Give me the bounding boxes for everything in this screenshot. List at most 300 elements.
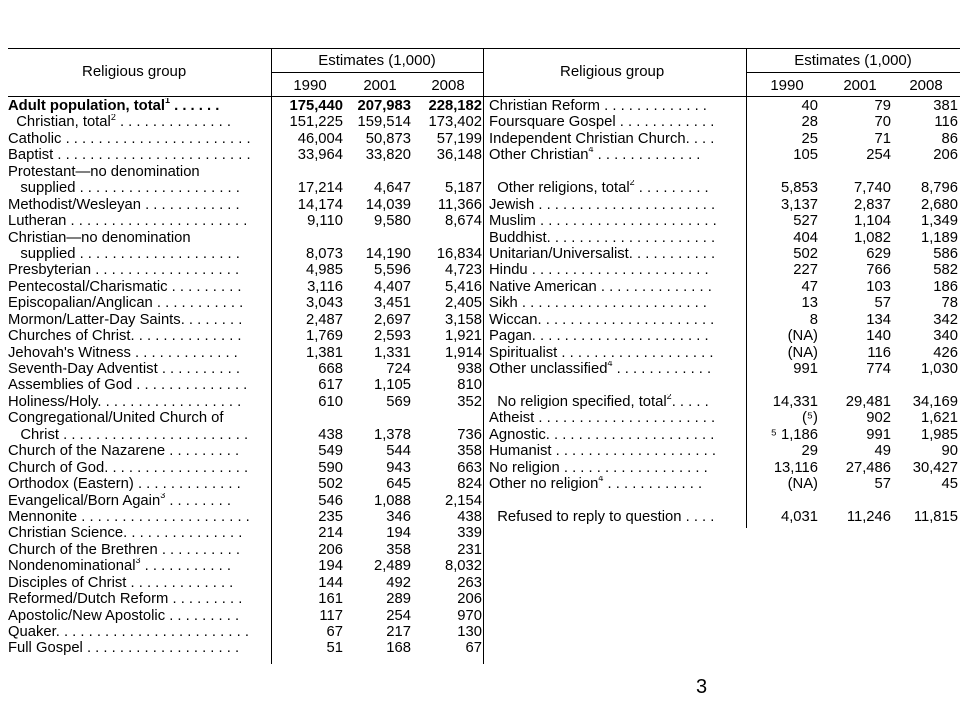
leader-dots: . . . . . . . . . . . [140,558,231,575]
cell-2001: 4,647 [373,180,411,197]
row-label-text: Episcopalian/Anglican [8,295,153,312]
table-row [489,312,960,328]
leader-dots: . . . . . . . . . . . . . . . . . . . [557,344,714,361]
table-row [8,410,483,426]
row-label-text: Muslim [489,213,536,230]
cell-1990: (NA) [787,344,818,361]
row-label-text: No religion [489,459,560,476]
row-label [8,591,242,607]
table-row [489,279,960,295]
row-label-text: Other Christian [489,147,589,164]
cell-2008: 4,723 [444,262,482,279]
leader-dots: . . . . . . . . . . . . . . . . . . [559,459,708,476]
cell-2001: 57 [874,476,891,493]
table-row [8,131,483,147]
row-label [8,131,251,147]
table-row [8,230,483,246]
table-row [489,262,960,278]
table-row [489,394,960,410]
table-row [489,131,960,147]
row-label-text: Disciples of Christ [8,574,127,591]
row-label-text: Buddhist. [489,229,551,246]
leader-dots: . . . . . . . . . [168,591,243,608]
cell-2001: 254 [866,147,891,164]
cell-2001: 346 [386,508,411,525]
row-label-text: Agnostic. [489,426,550,443]
cell-2001: 14,190 [365,245,411,262]
leader-dots: . . . . . . . . . . . . . . . . . . . . . . [534,410,716,427]
table-row [8,328,483,344]
cell-2001: 9,580 [373,213,411,230]
cell-2008: 736 [457,426,482,443]
right-group-header: Religious group [560,63,665,80]
row-label-text: Christian Reform [489,98,601,114]
row-label [489,131,714,147]
row-label-text: Apostolic/New Apostolic [8,607,166,624]
table-row [489,98,960,114]
cell-1990: 2,487 [305,311,343,328]
cell-1990: 105 [793,147,818,164]
row-label [8,476,241,492]
right-year-2008: 2008 [909,77,943,94]
leader-dots: . . . . . . . . . . . . . . . . . [108,459,249,476]
header-bottom-rule [8,96,960,97]
table-row [489,476,960,492]
cell-1990: 438 [318,426,343,443]
cell-2008: 263 [457,574,482,591]
footnote-marker: 3 [160,492,166,500]
cell-2008: 3,158 [444,311,482,328]
cell-1990: (⁵) [802,410,818,427]
cell-2001: 168 [386,640,411,657]
table-row [8,542,483,558]
cell-2008: 663 [457,459,482,476]
cell-1990: 404 [793,229,818,246]
cell-1990: (NA) [787,476,818,493]
cell-1990: 8 [809,311,818,328]
table-row [8,164,483,180]
table-row [489,114,960,130]
leader-dots: . . . . . . . . . . [632,245,716,262]
cell-1990: 40 [801,98,818,114]
cell-2001: 1,088 [373,492,411,509]
leader-dots: . . . . . . . . . . . . . . . . . . . . . [77,508,250,525]
left-year-1990: 1990 [293,77,327,94]
row-label [8,427,248,443]
table-row [489,328,960,344]
cell-2008: 824 [457,476,482,493]
cell-2008: 586 [933,245,958,262]
left-table-body [8,98,483,657]
row-label [8,542,240,558]
table-row [8,147,483,163]
leader-dots: . . . . . . . . . . . . . . [115,114,231,131]
row-label [8,230,191,246]
leader-dots: . . . . . . . . . . . . [140,196,240,213]
row-label [489,279,712,295]
row-label-text: Presbyterian [8,262,92,279]
row-label-text: Evangelical/Born Again [8,492,161,509]
table-row [8,591,483,607]
cell-2008: 1,030 [920,361,958,377]
row-label [489,361,711,377]
cell-2001: 70 [874,114,891,131]
cell-2008: 358 [457,443,482,460]
leader-dots: . . . . . . . . . . . . . . . . . . . . . . . [61,130,251,147]
table-row [489,410,960,426]
table-row [489,213,960,229]
cell-1990: 8,073 [305,245,343,262]
cell-1990: 1,769 [305,328,343,345]
row-label-text: Nondenominational [8,558,136,575]
cell-2008: 16,834 [436,245,482,262]
cell-1990: 590 [318,459,343,476]
cell-2008: 938 [457,361,482,377]
footnote-marker: 2 [629,180,635,188]
cell-1990: 227 [793,262,818,279]
cell-2008: 45 [941,476,958,493]
leader-dots: . . . . . . . . [165,492,231,509]
row-label [8,246,240,262]
cell-2008: 206 [457,591,482,608]
row-label [8,640,239,656]
row-label-text: Mennonite [8,508,78,525]
estimates-header-rule-right [746,72,960,73]
row-label-text: Assemblies of God [8,377,133,394]
cell-1990: 144 [318,574,343,591]
leader-dots: . . . . . . [170,98,220,114]
cell-2008: 57,199 [436,130,482,147]
row-label-text: Wiccan. [489,311,542,328]
row-label-text: Humanist [489,443,552,460]
row-label-text: Lutheran [8,213,67,230]
cell-2008: 340 [933,328,958,345]
row-label [8,575,233,591]
cell-2001: 57 [874,295,891,312]
cell-2008: 5,416 [444,278,482,295]
row-label [8,213,247,229]
table-row [489,197,960,213]
row-label [8,328,242,344]
left-estimates-header: Estimates (1,000) [318,52,436,69]
leader-dots: . . . . . . . . . . . . . . [127,525,243,542]
row-label-text: Other religions, total [489,180,630,197]
cell-1990: 991 [793,361,818,377]
row-label-text: Independent Christian Church. [489,130,690,147]
cell-2001: 33,820 [365,147,411,164]
cell-1990: 610 [318,393,343,410]
cell-1990: 3,043 [305,295,343,312]
table-row [489,427,960,443]
row-label-text: Hindu [489,262,528,279]
cell-1990: 29 [801,443,818,460]
leader-dots: . . . [689,130,715,147]
cell-1990: 206 [318,541,343,558]
row-label-text: Methodist/Wesleyan [8,196,141,213]
row-label [8,377,247,393]
cell-1990: 502 [318,476,343,493]
cell-2008: 36,148 [436,147,482,164]
leader-dots: . . . . . . . . . . . . . . . . . . . . . . [534,196,716,213]
row-label-text: Church of God. [8,459,109,476]
table-row [8,608,483,624]
leader-dots: . . . . . . . . . . . . . . . . . [101,393,242,410]
cell-1990: 9,110 [307,213,343,230]
table-row [8,640,483,656]
row-label [489,328,709,344]
cell-2001: 50,873 [365,130,411,147]
cell-2008: 11,366 [437,196,482,213]
row-label-text: supplied [8,180,76,197]
leader-dots: . . . . . . . . . . . [152,295,244,312]
cell-2008: 426 [933,344,958,361]
leader-dots: . . . . . . . . . . . . . [600,98,707,114]
row-label [489,460,708,476]
row-label-text: Jehovah's Witness [8,344,131,361]
row-label [489,213,717,229]
table-row [8,377,483,393]
row-label [489,443,716,459]
cell-2008: 11,815 [913,508,958,525]
cell-1990: 33,964 [297,147,343,164]
row-label [489,230,715,246]
table-top-rule [8,48,960,49]
cell-2001: 289 [386,591,411,608]
cell-2008: 86 [941,130,958,147]
cell-1990: 17,214 [297,180,343,197]
cell-2008: 34,169 [912,393,958,410]
table-row [489,147,960,163]
leader-dots: . . . . . . . . . . . . . . . . . . . . . . [66,213,248,230]
table-row [8,493,483,509]
row-label [489,312,714,328]
cell-2001: 207,983 [357,98,411,114]
cell-1990: 14,331 [772,393,818,410]
cell-1990: 617 [318,377,343,394]
leader-dots: . . . . . . . . . . . . . . . . . . . . . . . . [53,147,251,164]
footnote-marker: 4 [607,361,613,369]
row-label [8,262,239,278]
cell-2008: 8,032 [444,558,482,575]
leader-dots: . . . . . . . . . . . . [615,114,715,131]
table-row [8,295,483,311]
row-label-text: Foursquare Gospel [489,114,616,131]
row-label [8,345,238,361]
row-label-text: Baptist [8,147,54,164]
cell-2001: 14,039 [365,196,411,213]
table-row [8,443,483,459]
cell-1990: 14,174 [297,196,343,213]
leader-dots: . . . . . . . . . . . . . . . . . . . . . [535,328,709,345]
cell-2001: 159,514 [357,114,411,131]
table-row [8,197,483,213]
row-label [489,476,702,492]
cell-2001: 27,486 [845,459,891,476]
cell-2008: 173,402 [428,114,482,131]
cell-2001: 569 [386,393,411,410]
row-label-text: Reformed/Dutch Reform [8,591,169,608]
right-table-body [489,98,960,525]
leader-dots: . . . . . . . . . . . . . . . . . . . . [550,229,716,246]
cell-2001: 2,489 [373,558,411,575]
leader-dots: . . . . . . . [184,311,243,328]
cell-2001: 943 [386,459,411,476]
leader-dots: . . . . . . . . . . . . . . . . . . . . . . [535,213,717,230]
cell-2001: 724 [386,361,411,377]
right-year-2001: 2001 [843,77,877,94]
table-row [489,345,960,361]
leader-dots: . . . . . . . . . . . . . [593,147,701,164]
table-row [489,230,960,246]
cell-1990: 5,853 [780,180,818,197]
leader-dots: . . . . . . . . . [165,607,240,624]
cell-2008: 1,914 [444,344,482,361]
leader-dots: . . . . . . . . . . . . . . . . . . . . . . . [59,624,249,640]
row-label-text: Sikh [489,295,518,312]
row-label-text: Full Gospel [8,640,83,657]
leader-dots: . . . . . . . . . [634,180,709,197]
cell-1990: 47 [801,278,818,295]
cell-2001: 103 [866,278,891,295]
row-label-text: Church of the Nazarene [8,443,166,460]
row-label [8,443,239,459]
row-label-text: Orthodox (Eastern) [8,476,134,493]
table-row [489,443,960,459]
cell-1990: ⁵ 1,186 [770,426,818,443]
cell-1990: 117 [319,607,343,624]
table-row [489,361,960,377]
cell-2008: 438 [457,508,482,525]
table-row [8,575,483,591]
cell-2001: 49 [874,443,891,460]
table-row [8,509,483,525]
row-label [8,279,242,295]
cell-2001: 492 [386,574,411,591]
cell-2001: 71 [874,130,891,147]
leader-dots: . . . . . . . . . . [157,541,240,558]
cell-2001: 1,378 [373,426,411,443]
table-row [8,180,483,196]
center-divider [483,48,484,664]
row-label [8,114,231,130]
table-row [8,394,483,410]
table-row [8,624,483,640]
left-year-2008: 2008 [431,77,465,94]
cell-2008: 67 [465,640,482,657]
cell-1990: 13,116 [773,459,818,476]
left-group-header: Religious group [82,63,187,80]
row-label-text: supplied [8,245,76,262]
row-label [489,147,700,163]
row-label-text: Unitarian/Universalist. [489,245,633,262]
leader-dots: . . . . . [671,393,709,410]
row-label [8,394,241,410]
leader-dots: . . . . . . . . . . . . . [134,328,242,345]
cell-2008: 342 [933,311,958,328]
cell-1990: 527 [793,213,818,230]
cell-2008: 2,405 [444,295,482,312]
row-label-text: Christian, total [8,114,111,131]
leader-dots: . . . . . . . . . . . . . [130,344,238,361]
row-label [489,345,714,361]
cell-1990: 549 [318,443,343,460]
row-label [8,164,200,180]
cell-1990: 214 [318,525,343,542]
cell-2008: 90 [941,443,958,460]
cell-1990: 51 [326,640,343,657]
row-label [8,197,240,213]
row-label [8,410,224,426]
cell-2008: 1,349 [920,213,958,230]
cell-1990: 3,116 [307,278,343,295]
cell-2008: 970 [457,607,482,624]
row-label [8,361,240,377]
cell-2008: 116 [934,114,958,131]
row-label-text: Quaker. [8,624,60,640]
cell-2001: 1,105 [373,377,411,394]
cell-1990: 175,440 [289,98,343,114]
leader-dots: . . . . . . . . . . . . . . . . . . . . [551,443,716,460]
row-label [8,295,243,311]
cell-2008: 8,674 [444,213,482,230]
cell-1990: 194 [318,558,343,575]
table-row [8,114,483,130]
cell-1990: 4,031 [780,508,818,525]
cell-2001: 116 [867,344,891,361]
cell-1990: 28 [801,114,818,131]
cell-2008: 2,154 [444,492,482,509]
leader-dots: . . . . . . . . . . . . . . . . . . . . [549,426,715,443]
cell-2001: 358 [386,541,411,558]
cell-1990: 46,004 [297,130,343,147]
cell-2001: 1,104 [853,213,891,230]
leader-dots: . . . . . . . . . . . . . . [132,377,248,394]
table-row [8,476,483,492]
row-label-text: No religion specified, total [489,393,667,410]
cell-1990: 546 [318,492,343,509]
cell-1990: 3,137 [780,196,818,213]
row-label-text: Adult population, total [8,98,165,114]
cell-2001: 140 [866,328,891,345]
cell-2001: 254 [386,607,411,624]
cell-1990: 161 [318,591,343,608]
row-label-text: Holiness/Holy. [8,393,102,410]
leader-dots: . . . . . . . . . . . . . [133,476,241,493]
cell-2008: 231 [457,541,482,558]
table-row [489,509,960,525]
cell-2001: 134 [866,311,891,328]
cell-2001: 7,740 [853,180,891,197]
cell-1990: 13 [801,295,818,312]
cell-2008: 78 [941,295,958,312]
row-label-text: Catholic [8,130,62,147]
cell-1990: 668 [318,361,343,377]
leader-dots: . . . . . . . . . . . . . . . . . . . . . . . [58,426,249,443]
cell-1990: 502 [793,245,818,262]
cell-2001: 4,407 [373,278,411,295]
leader-dots: . . . . . . . . . . . . [612,361,712,377]
row-label-text: Atheist [489,410,535,427]
cell-2008: 2,680 [920,196,958,213]
row-label-text: Refused to reply to question [489,508,682,525]
table-row [489,377,960,393]
row-label [489,180,709,196]
row-label-text: Seventh-Day Adventist [8,361,158,377]
cell-2008: 582 [933,262,958,279]
row-label [489,246,715,262]
cell-2008: 8,796 [920,180,958,197]
row-label-text: Native American [489,278,597,295]
